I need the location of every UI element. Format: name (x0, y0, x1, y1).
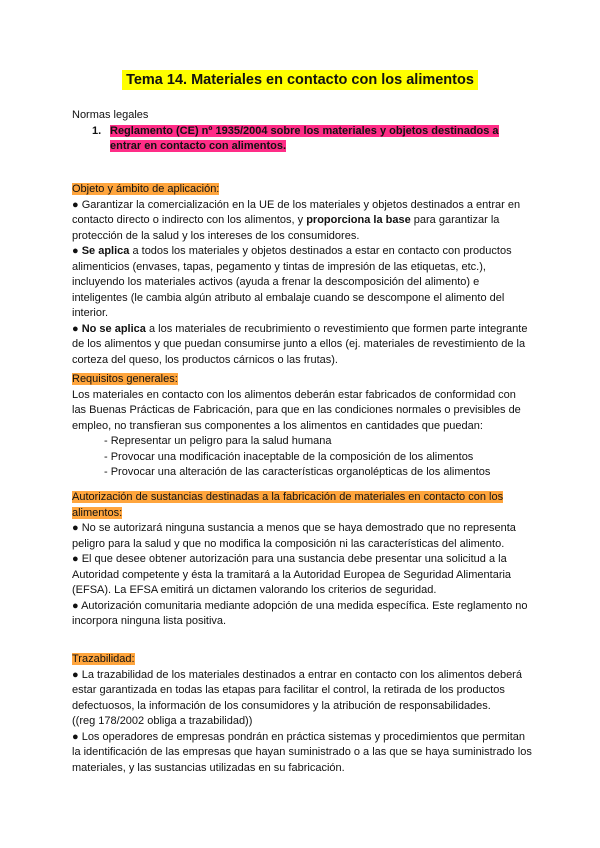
requisitos-item-1: - Representar un peligro para la salud humana (104, 435, 332, 447)
requisitos-item-2: - Provocar una modificación inaceptable de la composición de los alimentos (104, 450, 474, 463)
section-objeto (72, 182, 532, 368)
regulation-line-2: entrar en contacto con alimentos. (110, 140, 287, 152)
requisitos-item-3: - Provocar una alteración de las características organolépticas de los alimentos (104, 466, 491, 478)
autorizacion-paragraph-3: ● Autorización comunitaria mediante adopción de una medida específica. Este reglamento no incorpora ninguna lista positiva. (72, 599, 528, 627)
requisitos-heading: Requisitos generales: (72, 373, 178, 385)
objeto-paragraph-2: ● Se aplica a todos los materiales y objetos destinados a estar en contacto con productos alimenticios (envases, tapas, pegamento y tintas de impresión de las etiquetas, etc.), incluyendo los materiales activos (ayuda a frenar la descomposición del alimento) e inteligentes (le cambia algún atributo al embalaje cuando se descompone el alimento del interior. (72, 245, 512, 319)
trazabilidad-heading: Trazabilidad: (72, 653, 135, 665)
page-title: Tema 14. Materiales en contacto con los alimentos (122, 70, 478, 90)
section-trazabilidad (72, 652, 532, 776)
section-requisitos (72, 372, 532, 481)
regulation-item (92, 124, 512, 154)
trazabilidad-paragraph-3: ● Los operadores de empresas pondrán en práctica sistemas y procedimientos que permitan la identificación de las empresas que hayan suministrado o a las que se haya suministrado los materiales, y las sustancias utilizadas en su fabricación. (72, 730, 532, 774)
section-autorizacion (72, 490, 532, 630)
requisitos-intro: Los materiales en contacto con los alimentos deberán estar fabricados de conformidad con las Buenas Prácticas de Fabricación, para que en las condiciones normales o previsibles de empleo, no transfieran sus componentes a los alimentos en cantidades que puedan: (72, 388, 521, 432)
objeto-paragraph-1: ● Garantizar la comercialización en la UE de los materiales y objetos destinados a entrar en contacto directo o indirecto con los alimentos, y proporciona la base para garantizar la protección de la salud y los intereses de los consumidores. (72, 198, 521, 242)
autorizacion-paragraph-1: ● No se autorizará ninguna sustancia a menos que se haya demostrado que no representa peligro para la salud y que no modifica la composición ni las características del alimento. (72, 522, 516, 550)
normas-label: Normas legales (72, 109, 149, 121)
autorizacion-paragraph-2: ● El que desee obtener autorización para una sustancia debe presentar una solicitud a la Autoridad competente y ésta la tramitará a la Autoridad Europea de Seguridad Alimentaria (EFSA). La EFSA emitirá un dictamen valorando los criterios de seguridad. (72, 553, 512, 596)
regulation-number: 1. (92, 125, 102, 137)
autorizacion-heading: Autorización de sustancias destinadas a la fabricación de materiales en contacto con los alimentos: (72, 491, 504, 519)
objeto-paragraph-3: ● No se aplica a los materiales de recubrimiento o revestimiento que formen parte integrante de los alimentos y que puedan consumirse junto a ellos (ej. materiales de revestimiento de la corteza del queso, los productos cárnicos o las frutas). (72, 322, 528, 366)
trazabilidad-paragraph-2: ((reg 178/2002 obliga a trazabilidad)) (72, 715, 253, 727)
trazabilidad-paragraph-1: ● La trazabilidad de los materiales destinados a entrar en contacto con los alimentos deberá estar garantizada en todas las etapas para facilitar el control, la retirada de los productos defectuosos, la información de los consumidores y la atribución de responsabilidades. (72, 668, 522, 712)
regulation-line-1: Reglamento (CE) nº 1935/2004 sobre los materiales y objetos destinados a (110, 125, 499, 137)
title-row (0, 70, 600, 90)
objeto-heading: Objeto y ámbito de aplicación: (72, 183, 220, 195)
